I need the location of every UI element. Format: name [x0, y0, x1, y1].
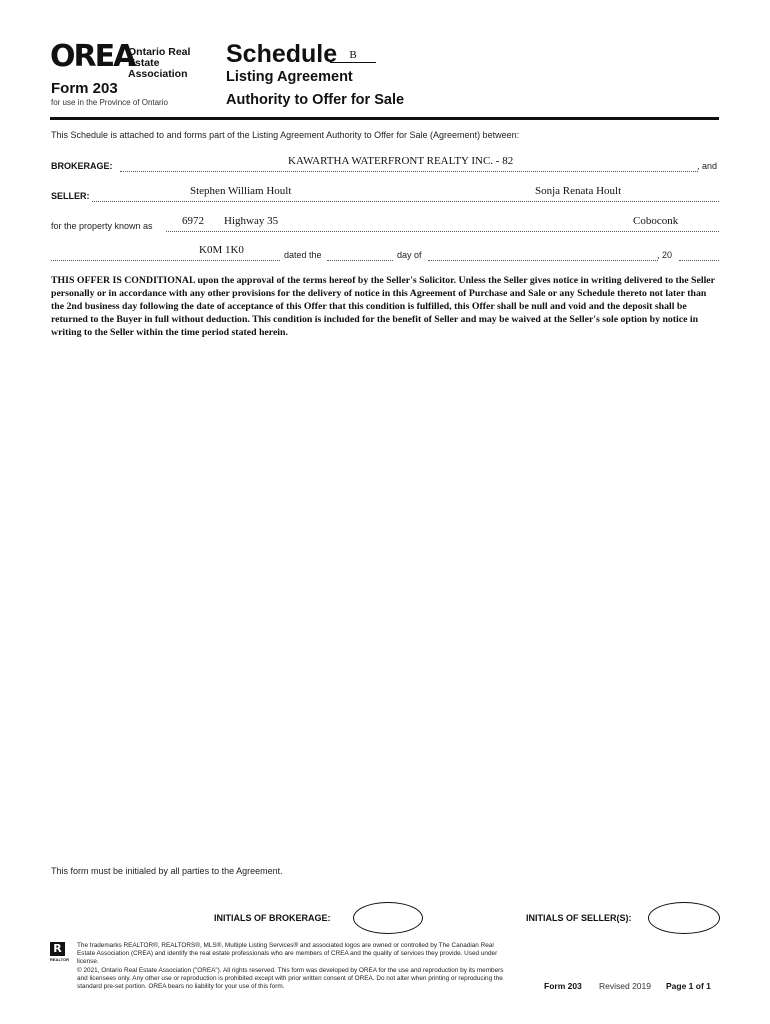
trademark-notice: The trademarks REALTOR®, REALTORS®, MLS®, Multiple Listing Services® and associated logos are owned or controlled by The Canadian Real Estate Association (CREA) and identify the real estate professionals who are members of CREA and the quality of services they provide. Used under license. [77, 942, 498, 966]
condition-paragraph[interactable]: THIS OFFER IS CONDITIONAL upon the approval of the terms hereof by the Seller's Solicitor. Unless the Seller gives notice in writing delivered to the Seller personally or in accordance with any other provisions for the delivery of notice in this Agreement of Purchase and Sale or any Schedule thereto not later than the 2nd business day following the date of acceptance of this Offer that this condition is fulfilled, this Offer shall be null and void and the deposit shall be returned to the Buyer in full without deduction. This condition is included for the benefit of Seller and may be waived at the Seller's sole option by notice in writing to the Seller within the time period stated herein. [51, 275, 715, 338]
copyright-notice: © 2021, Ontario Real Estate Association ("OREA"). All rights reserved. This form was developed by OREA for the use and reproduction by its members and licensees only. Any other use or reproduction is prohibited except with prior written consent of OREA. Do not alter when printing or reproducing the standard pre-set portion. OREA bears no liability for your use of this form. [77, 966, 504, 991]
municipality-field[interactable]: Coboconk [633, 215, 679, 227]
form-subtitle: for use in the Province of Ontario [51, 98, 168, 107]
schedule-label: Schedule [226, 40, 338, 68]
footer-form-number: Form 203 [544, 981, 582, 991]
property-label: for the property known as [51, 221, 153, 231]
brokerage-label: BROKERAGE: [51, 161, 113, 171]
property-line [166, 230, 719, 232]
title-line2: Authority to Offer for Sale [226, 92, 405, 108]
intro-text: This Schedule is attached to and forms part of the Listing Agreement Authority to Offer for Sale (Agreement) between: [51, 130, 520, 140]
and-text: , and [697, 161, 718, 171]
footer-revised: Revised 2019 [599, 981, 651, 991]
day-of-text: day of [397, 250, 422, 260]
date-month-line[interactable] [428, 259, 658, 261]
form-number: Form 203 [51, 80, 118, 97]
initials-brokerage-oval[interactable] [353, 902, 423, 934]
initial-note: This form must be initialed by all parties to the Agreement. [51, 866, 283, 876]
footer-page: Page 1 of 1 [666, 981, 711, 991]
org-name [128, 47, 218, 80]
org-name-line1: Ontario Real Estate [128, 46, 191, 69]
street-number-field[interactable]: 6972 [182, 215, 204, 227]
seller-2-field[interactable]: Sonja Renata Hoult [535, 185, 622, 197]
seller-label: SELLER: [51, 191, 90, 201]
postal-line [51, 259, 280, 261]
seller-1-field[interactable]: Stephen William Hoult [190, 185, 292, 197]
realtor-r-mark: R [50, 942, 65, 956]
title-line1: Listing Agreement [226, 69, 353, 85]
schedule-letter-field[interactable]: B [330, 48, 376, 63]
header-divider [50, 117, 719, 120]
initials-brokerage-label: INITIALS OF BROKERAGE: [214, 913, 331, 923]
realtor-word: REALTOR [50, 957, 69, 962]
brokerage-line [120, 170, 698, 172]
orea-logo: OREA [50, 39, 135, 74]
initials-sellers-label: INITIALS OF SELLER(S): [526, 913, 632, 923]
postal-code-field[interactable]: K0M 1K0 [199, 244, 244, 256]
brokerage-field[interactable]: KAWARTHA WATERFRONT REALTY INC. - 82 [288, 155, 514, 167]
realtor-logo [50, 942, 72, 962]
year-prefix-text: , 20 [657, 250, 673, 260]
street-name-field[interactable]: Highway 35 [224, 215, 279, 227]
legal-footer [77, 942, 507, 991]
seller-line [92, 200, 719, 202]
dated-the-text: dated the [284, 250, 322, 260]
org-name-line2: Association [128, 68, 188, 80]
date-day-line[interactable] [327, 259, 393, 261]
initials-sellers-oval[interactable] [648, 902, 720, 934]
date-year-line[interactable] [679, 259, 719, 261]
